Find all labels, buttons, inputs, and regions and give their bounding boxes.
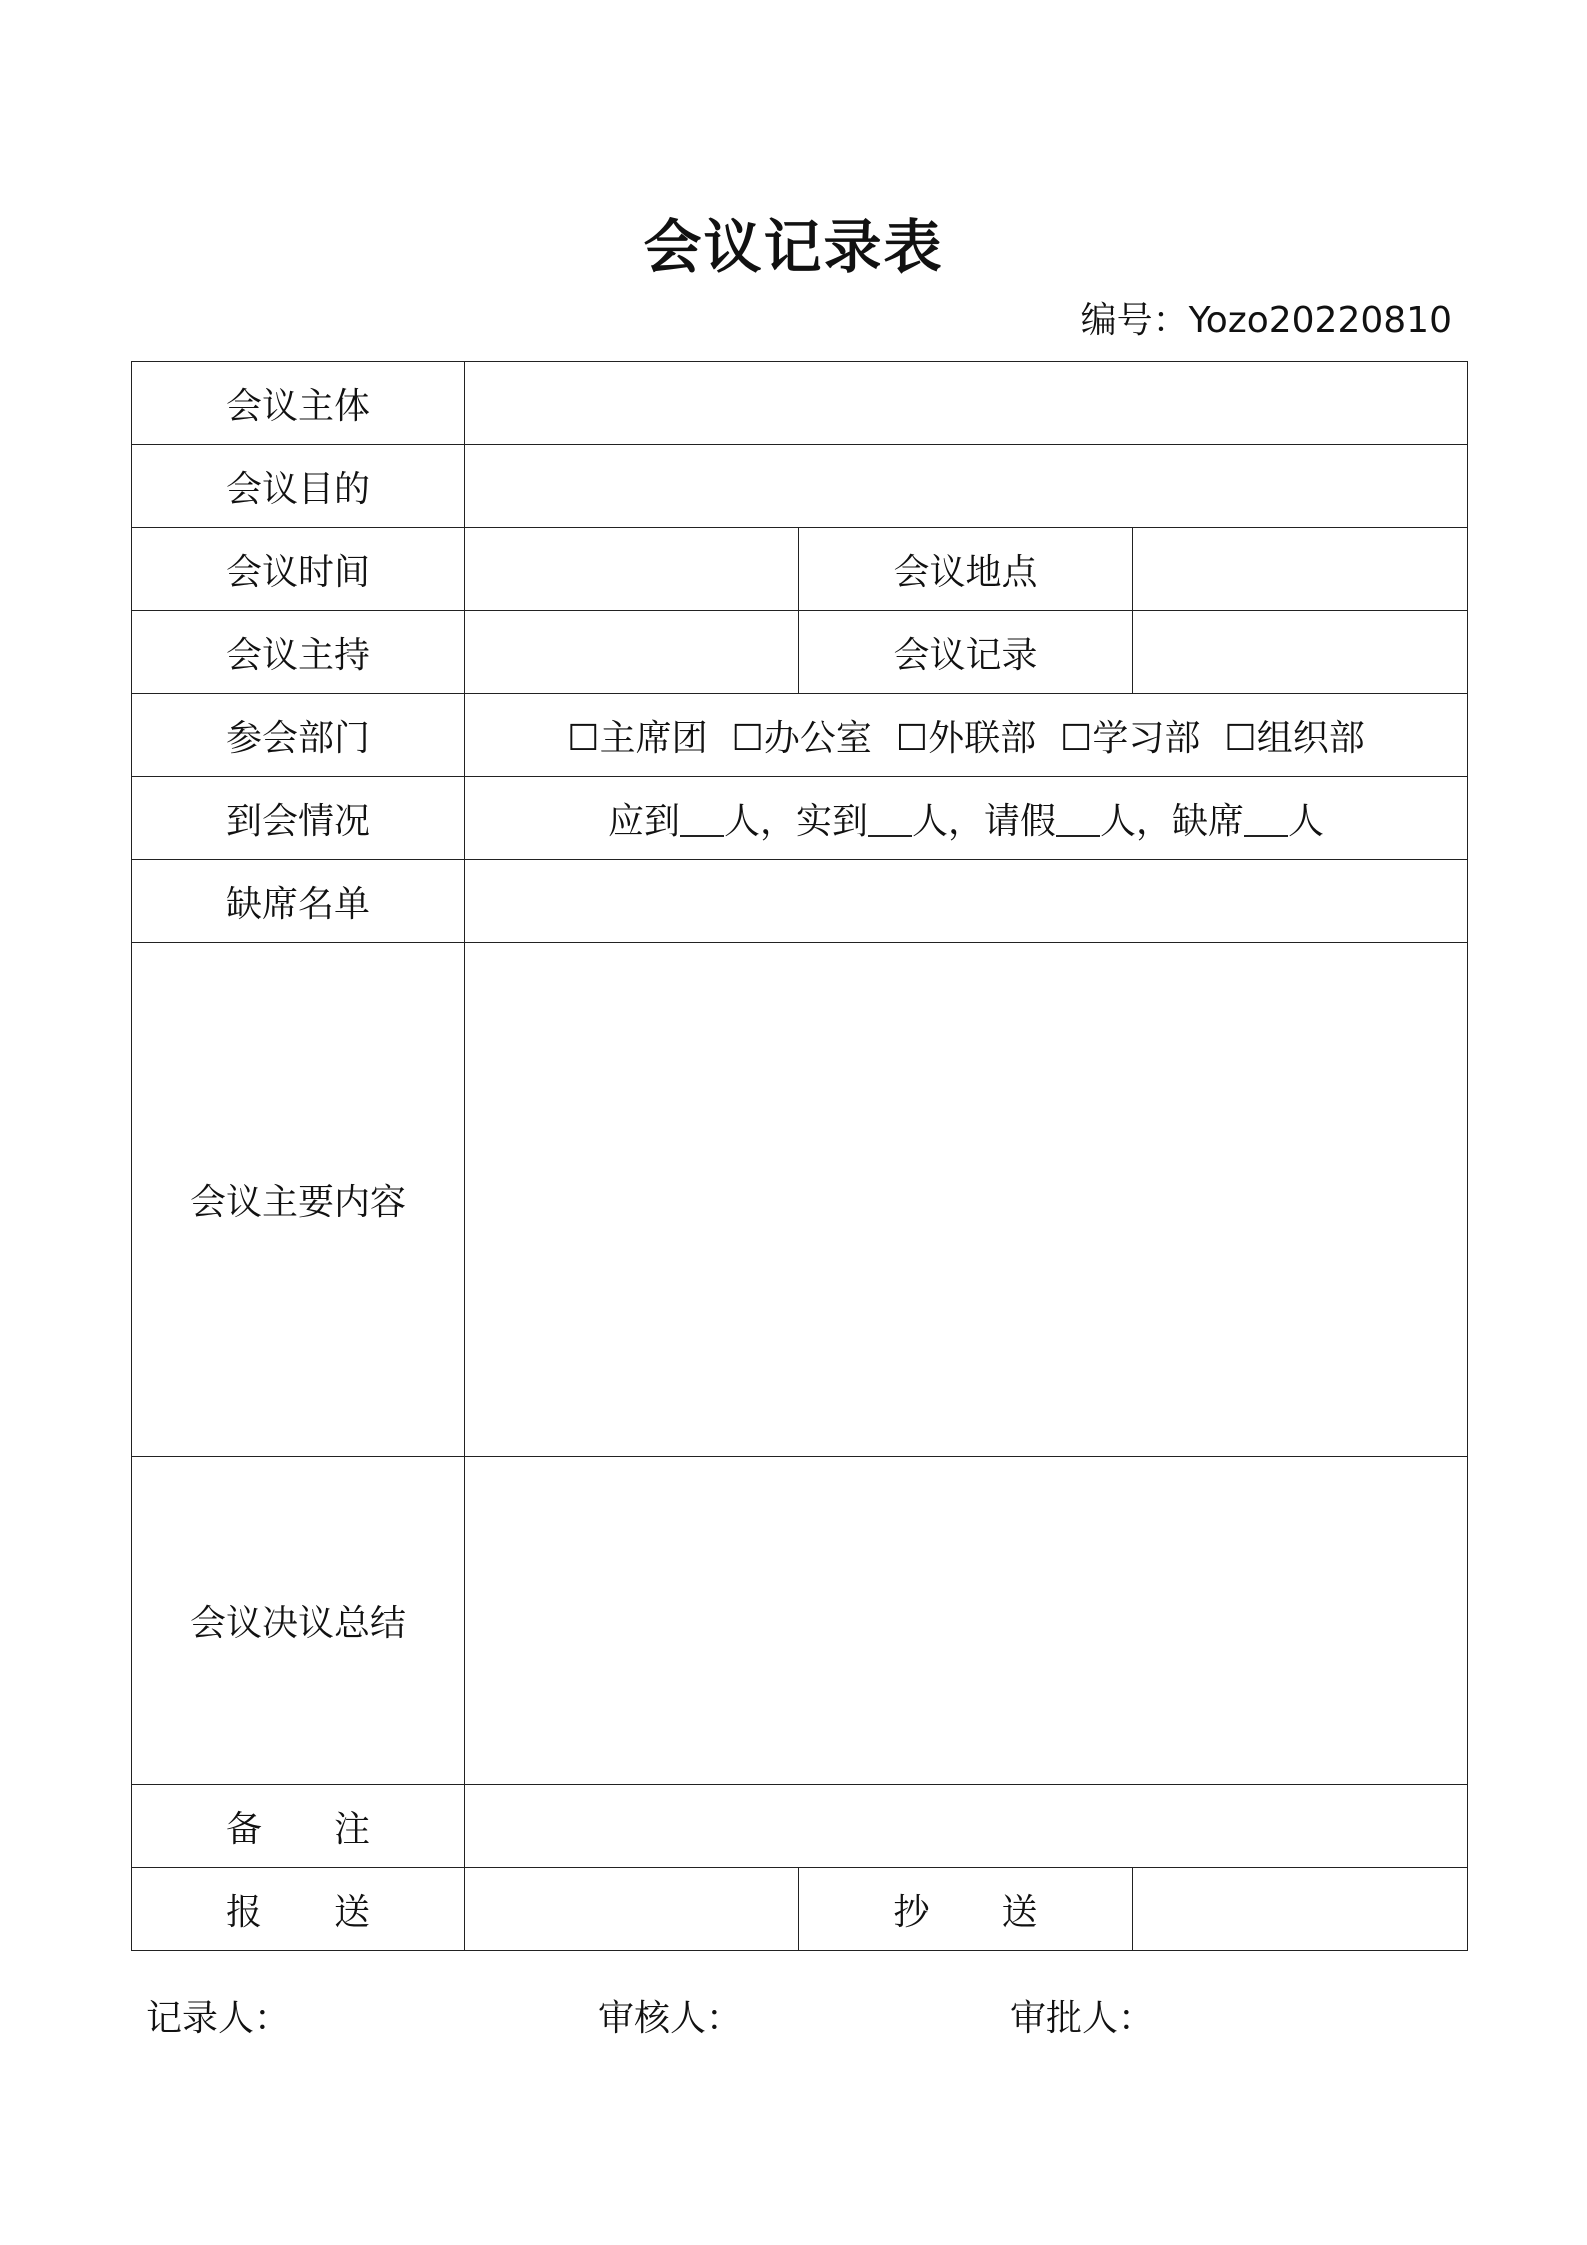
content-field[interactable]: [465, 943, 1468, 1457]
checkbox-presidium[interactable]: ☐主席团: [567, 717, 708, 759]
footer-recorder: 记录人：: [146, 1998, 291, 2039]
remark-field[interactable]: [465, 1785, 1468, 1868]
attendance-absent-text: 人，缺席: [1100, 800, 1245, 842]
actual-count-blank[interactable]: [868, 805, 912, 837]
checkbox-study[interactable]: ☐学习部: [1060, 717, 1201, 759]
footer-approver: 审批人：: [1010, 1998, 1155, 2039]
attendance-expected-text: 应到: [607, 800, 680, 842]
time-field[interactable]: [465, 528, 799, 611]
subject-field[interactable]: [465, 362, 1468, 445]
recorder-label: 会议记录: [799, 611, 1133, 694]
checkbox-organization[interactable]: ☐组织部: [1224, 717, 1365, 759]
copy-field[interactable]: [1133, 1868, 1468, 1951]
report-label: 报 送: [132, 1868, 465, 1951]
meeting-form-table: [131, 361, 1468, 1951]
summary-label: 会议决议总结: [132, 1457, 465, 1785]
absentees-field[interactable]: [465, 860, 1468, 943]
remark-label: 备 注: [132, 1785, 465, 1868]
subject-label: 会议主体: [132, 362, 465, 445]
footer-reviewer: 审核人：: [598, 1998, 743, 2039]
absent-count-blank[interactable]: [1244, 805, 1288, 837]
departments-field: [465, 694, 1468, 777]
page-title: 会议记录表: [643, 213, 944, 281]
checkbox-office[interactable]: ☐办公室: [731, 717, 872, 759]
leave-count-blank[interactable]: [1056, 805, 1100, 837]
host-field[interactable]: [465, 611, 799, 694]
purpose-label: 会议目的: [132, 445, 465, 528]
departments-label: 参会部门: [132, 694, 465, 777]
place-label: 会议地点: [799, 528, 1133, 611]
checkbox-external-relations[interactable]: ☐外联部: [895, 717, 1037, 759]
purpose-field[interactable]: [465, 445, 1468, 528]
attendance-leave-text: 人，请假: [912, 800, 1057, 842]
place-field[interactable]: [1133, 528, 1468, 611]
recorder-field[interactable]: [1133, 611, 1468, 694]
attendance-field: [465, 777, 1468, 860]
attendance-actual-text: 人，实到: [723, 800, 868, 842]
absentees-label: 缺席名单: [132, 860, 465, 943]
time-label: 会议时间: [132, 528, 465, 611]
host-label: 会议主持: [132, 611, 465, 694]
serial-number: 编号：Yozo20220810: [1080, 300, 1452, 341]
expected-count-blank[interactable]: [680, 805, 724, 837]
attendance-label: 到会情况: [132, 777, 465, 860]
content-label: 会议主要内容: [132, 943, 465, 1457]
summary-field[interactable]: [465, 1457, 1468, 1785]
attendance-end-text: 人: [1288, 800, 1325, 842]
copy-label: 抄 送: [799, 1868, 1133, 1951]
report-field[interactable]: [465, 1868, 799, 1951]
